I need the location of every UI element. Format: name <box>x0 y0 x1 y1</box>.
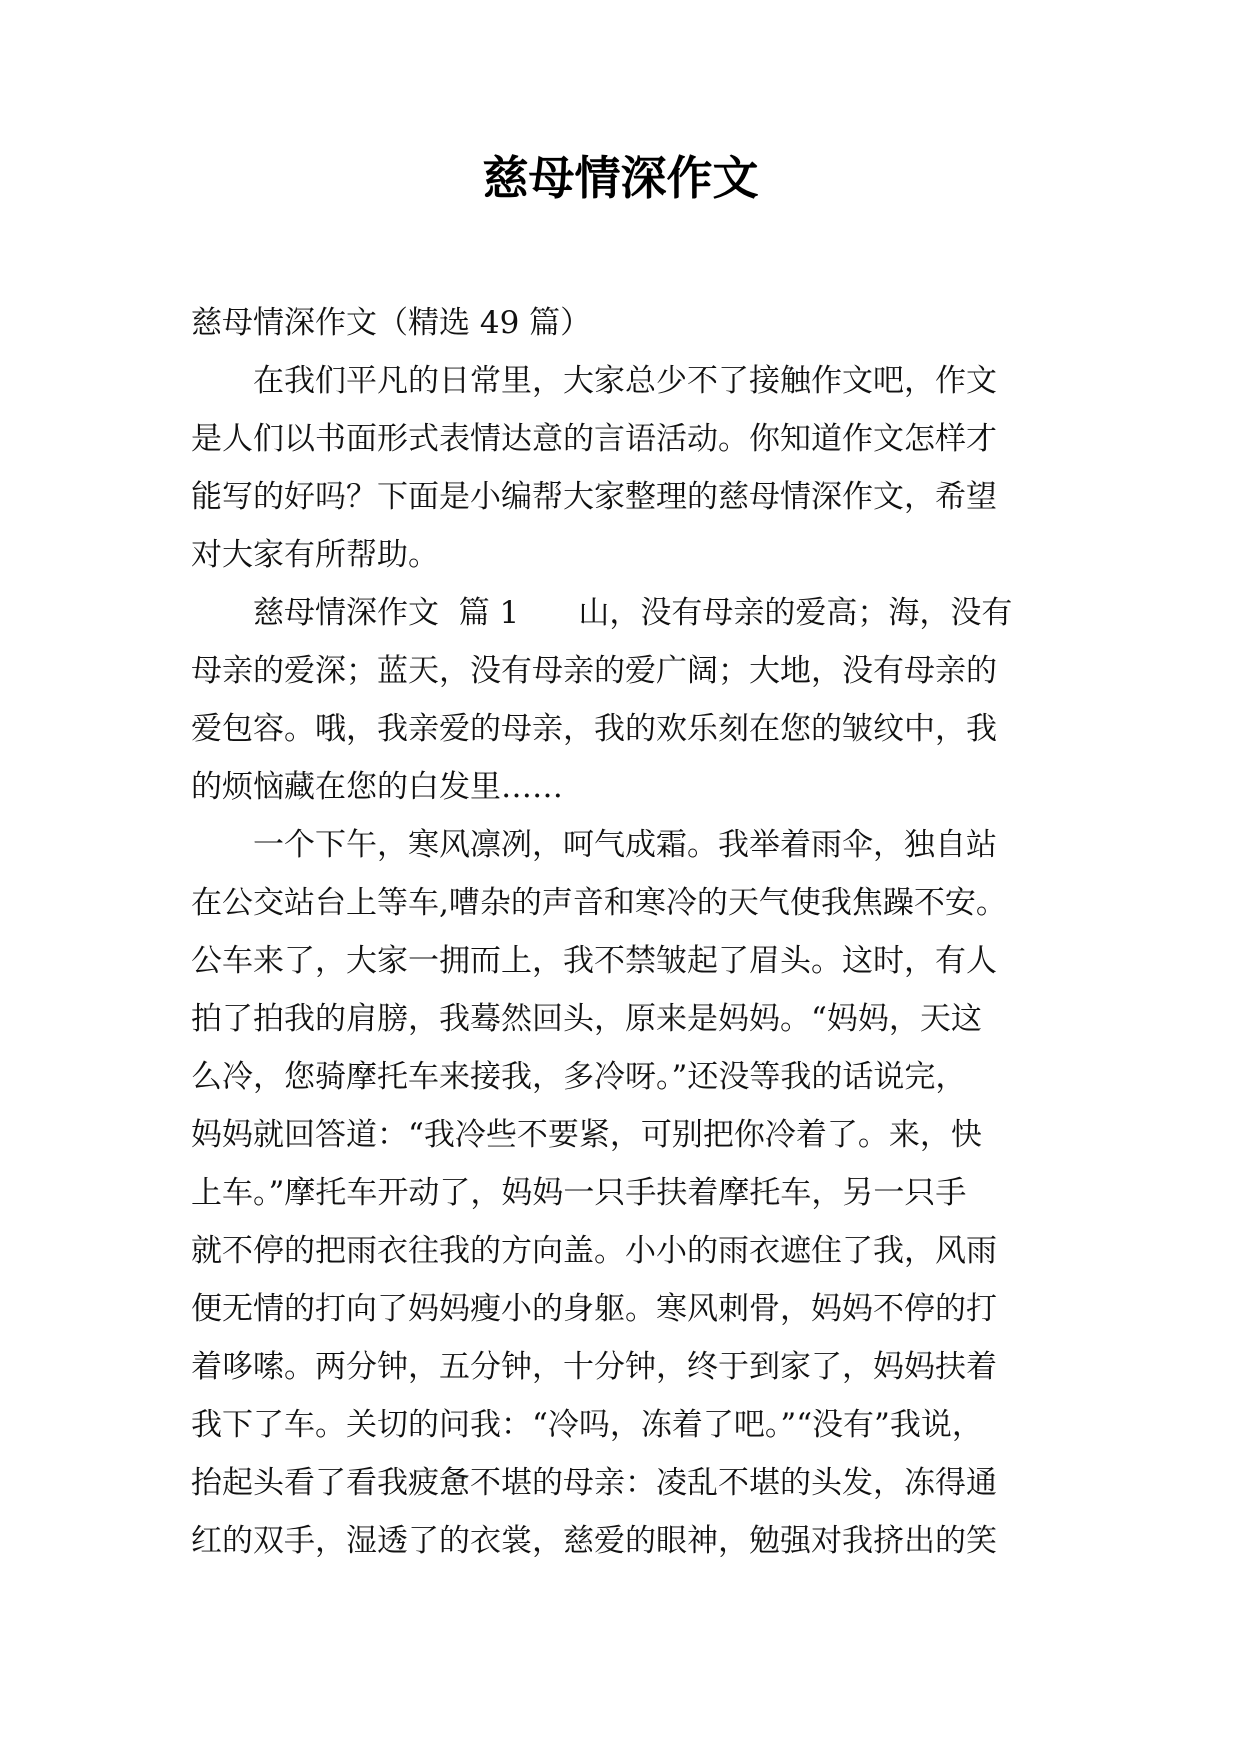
text-line: 便无情的打向了妈妈瘦小的身躯。寒风刺骨，妈妈不停的打 <box>191 1291 997 1327</box>
document-subtitle <box>191 294 1051 352</box>
text-line: 拍了拍我的肩膀，我蓦然回头，原来是妈妈。“妈妈，天这 <box>191 1001 982 1037</box>
document-body <box>191 294 1051 1570</box>
text-line: 是人们以书面形式表情达意的言语活动。你知道作文怎样才 <box>191 421 997 457</box>
text-line: 爱包容。哦，我亲爱的母亲，我的欢乐刻在您的皱纹中，我 <box>191 711 997 747</box>
text-line: 在我们平凡的日常里，大家总少不了接触作文吧，作文 <box>253 363 997 399</box>
paragraph-essay-1-story <box>191 816 1051 1570</box>
text-line: 对大家有所帮助。 <box>191 537 439 573</box>
text-line: 一个下午，寒风凛冽，呵气成霜。我举着雨伞，独自站 <box>253 827 997 863</box>
text-line: 慈母情深作文 篇 1 山，没有母亲的爱高；海，没有 <box>253 595 1013 631</box>
text-line: 上车。”摩托车开动了，妈妈一只手扶着摩托车，另一只手 <box>191 1175 967 1211</box>
text-line: 妈妈就回答道：“我冷些不要紧，可别把你冷着了。来，快 <box>191 1117 982 1153</box>
paragraph-essay-1-opening <box>191 584 1051 816</box>
text-line: 能写的好吗？下面是小编帮大家整理的慈母情深作文，希望 <box>191 479 997 515</box>
text-line: 的烦恼藏在您的白发里…… <box>191 769 563 805</box>
text-line: 我下了车。关切的问我：“冷吗，冻着了吧。”“没有”我说， <box>191 1407 983 1443</box>
text-line: 在公交站台上等车,嘈杂的声音和寒冷的天气使我焦躁不安。 <box>191 885 1007 921</box>
text-line: 红的双手，湿透了的衣裳，慈爱的眼神，勉强对我挤出的笑 <box>191 1523 997 1559</box>
text-line: 么冷，您骑摩托车来接我，多冷呀。”还没等我的话说完， <box>191 1059 967 1095</box>
text-line: 就不停的把雨衣往我的方向盖。小小的雨衣遮住了我，风雨 <box>191 1233 997 1269</box>
text-line: 抬起头看了看我疲惫不堪的母亲：凌乱不堪的头发，冻得通 <box>191 1465 997 1501</box>
text-line: 着哆嗦。两分钟，五分钟，十分钟，终于到家了，妈妈扶着 <box>191 1349 997 1385</box>
text-line: 慈母情深作文（精选 49 篇） <box>191 305 592 341</box>
text-line: 公车来了，大家一拥而上，我不禁皱起了眉头。这时，有人 <box>191 943 997 979</box>
paragraph-intro <box>191 352 1051 584</box>
text-line: 母亲的爱深；蓝天，没有母亲的爱广阔；大地，没有母亲的 <box>191 653 997 689</box>
document-title: 慈母情深作文 <box>482 151 759 205</box>
